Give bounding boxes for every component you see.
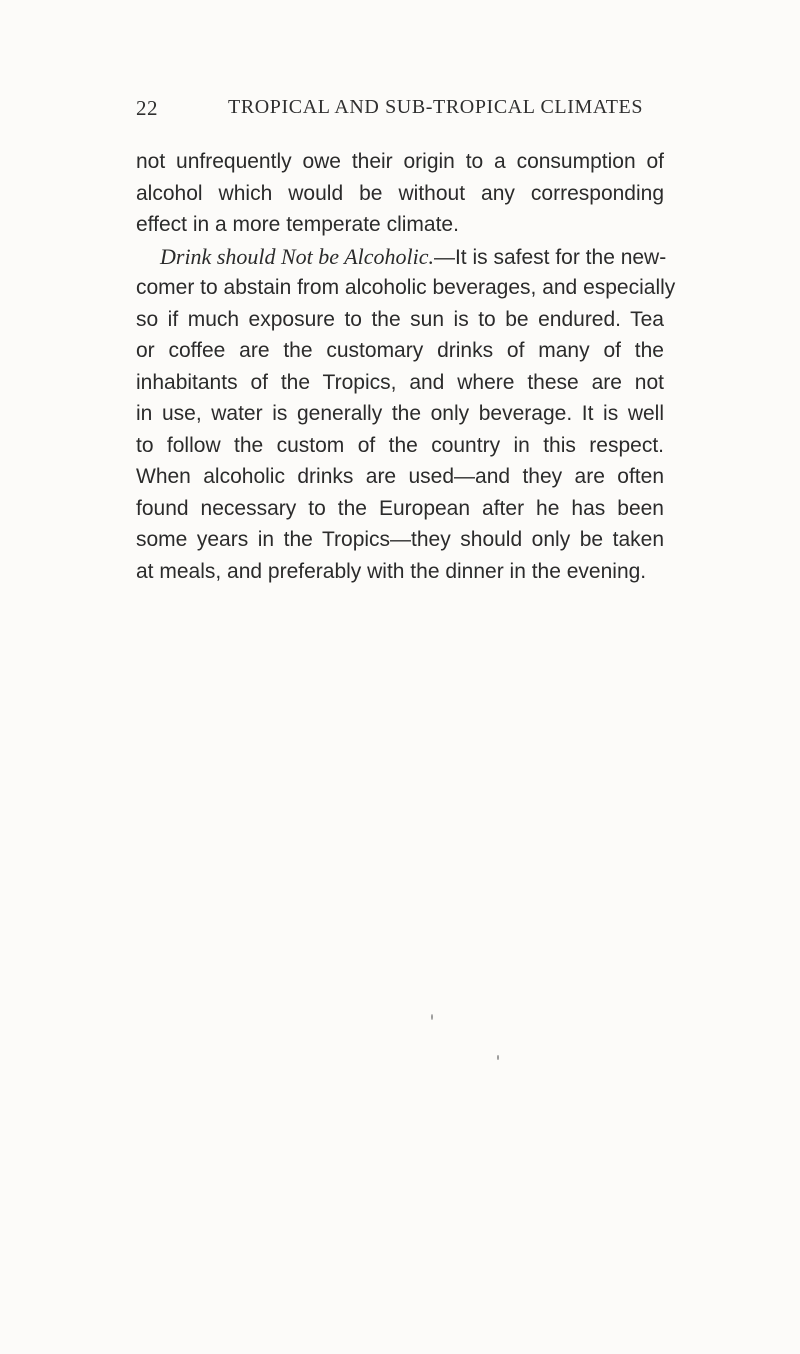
text-line: not unfrequently owe their origin to a consumption of [136,150,664,173]
text-line: so if much exposure to the sun is to be endured. Tea [136,307,664,331]
text-line: effect in a more temperate climate. [136,213,459,236]
page-number: 22 [136,96,158,120]
page-header [136,96,664,126]
running-head: TROPICAL AND SUB-TROPICAL CLIMATES [228,96,644,118]
text-run: —It is safest for the new- [433,245,667,269]
text-line: comer to abstain from alcoholic beverages, and especially [136,276,676,299]
text-line: alcohol which would be without any corresponding [136,181,664,205]
text-line: or coffee are the customary drinks of many of the [136,339,664,362]
text-line: some years in the Tropics—they should only be taken [136,528,664,551]
text-line: inhabitants of the Tropics, and where these are not [136,370,664,394]
section-heading: Drink should Not be Alcoholic. [160,243,434,269]
text-line: in use, water is generally the only beverage. It is well [136,402,664,425]
text-line: at meals, and preferably with the dinner in the evening. [136,559,647,583]
paper-speck [431,1014,433,1020]
section-line [136,241,667,273]
text-line: to follow the custom of the country in this respect. [136,433,664,457]
text-line: found necessary to the European after he has been [136,496,664,520]
text-line: When alcoholic drinks are used—and they are often [136,465,664,488]
paper-speck [497,1055,499,1060]
body-text [136,146,676,587]
